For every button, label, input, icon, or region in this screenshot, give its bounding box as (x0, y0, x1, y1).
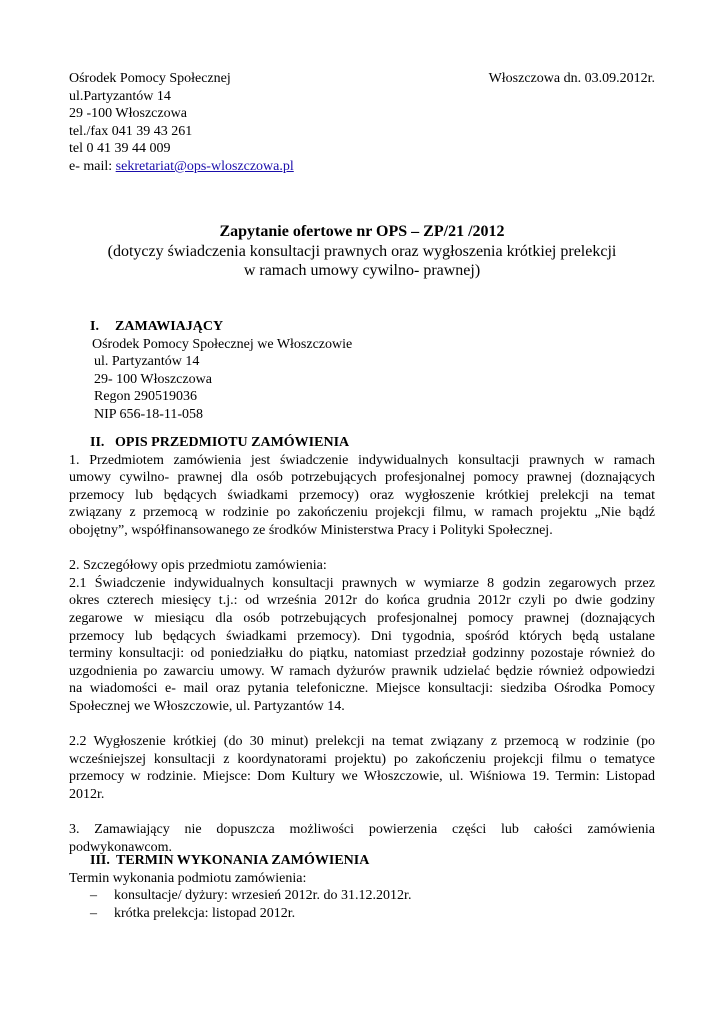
ordering-party-street: ul. Partyzantów 14 (94, 354, 200, 370)
paragraph-line: Społecznej we Włoszczowie, ul. Partyzantów 14. (69, 698, 345, 714)
list-item (69, 905, 655, 923)
org-telfax: tel./fax 041 39 43 261 (69, 123, 193, 139)
paragraph-line: przemocy lub będących świadkami przemocy). Dni tygodnia, spośród których będą ustalane (69, 628, 655, 644)
paragraph-line: terminy konsultacji: od poniedziałku do piątku, natomiast przedział godzinny pozostaje również do (69, 646, 655, 662)
ordering-party-nip: NIP 656-18-11-058 (94, 406, 204, 422)
document-title (40, 222, 684, 281)
subject-paragraph-2-2 (69, 733, 655, 803)
paragraph-line: przemocy lub będących świadkami przemocy) oraz wygłoszenie krótkiej prelekcji na temat (69, 487, 655, 503)
paragraph-line: 2.2 Wygłoszenie krótkiej (do 30 minut) prelekcji na temat związany z przemocą w rodzinie (po (69, 734, 655, 750)
ordering-party-name: Ośrodek Pomocy Społecznej we Włoszczowie (92, 336, 353, 352)
title-main: Zapytanie ofertowe nr OPS – ZP/21 /2012 (219, 223, 505, 240)
email-link[interactable]: sekretariat@ops-wloszczowa.pl (115, 158, 294, 174)
paragraph-line: związany z przemocą w rodzinie po zakończeniu projekcji filmu, w ramach projektu „Nie bądź (69, 505, 655, 521)
section-2-heading (69, 434, 655, 452)
letterhead (69, 70, 655, 176)
paragraph-line: wcześniejszej konsultacji z koordynatorami projektu) po zakończeniu projekcji filmu o tematyce (69, 751, 655, 767)
ordering-party-regon: Regon 290519036 (94, 389, 198, 405)
title-sub-1: (dotyczy świadczenia konsultacji prawnych oraz wygłoszenia krótkiej prelekcji (107, 242, 617, 260)
title-sub-2: w ramach umowy cywilno- prawnej) (243, 262, 481, 279)
paragraph-line: 2012r. (69, 786, 105, 802)
paragraph-line: podwykonawcom. (69, 839, 173, 855)
section-2-numeral: II. (90, 435, 105, 450)
section-1-title: ZAMAWIAJĄCY (115, 319, 224, 334)
subject-paragraph-2 (69, 557, 655, 715)
org-name: Ośrodek Pomocy Społecznej (69, 71, 231, 86)
deadline-consultations: konsultacje/ dyżury: wrzesień 2012r. do 31.12.2012r. (114, 888, 412, 904)
ordering-party-details (69, 336, 655, 424)
bullet-dash-icon: – (90, 905, 97, 921)
paragraph-line: uzgodnienia po zawarciu umowy. W ramach dyżurów prawnik udzielać będzie również odpowiedzi (69, 663, 655, 679)
section-subject (69, 434, 655, 856)
subject-paragraph-1 (69, 452, 655, 540)
paragraph-line: przemocy w rodzinie. Miejsce: Dom Kultury we Włoszczowie, ul. Wiśniowa 19. Termin: Listopad (69, 769, 655, 785)
bullet-dash-icon: – (90, 888, 97, 904)
org-email-line (69, 158, 655, 176)
paragraph-line: na wiadomości e- mail oraz pytania telefoniczne. Miejsce konsultacji: siedziba Ośrodka Pomocy (69, 681, 655, 697)
deadline-lecture: krótka prelekcja: listopad 2012r. (114, 905, 296, 921)
org-street: ul.Partyzantów 14 (69, 88, 171, 104)
document-date: Włoszczowa dn. 03.09.2012r. (488, 71, 655, 86)
ordering-party-city: 29- 100 Włoszczowa (94, 371, 212, 387)
section-1-heading (69, 318, 655, 336)
paragraph-line: umowy cywilno- prawnej dla osób potrzebujących profesjonalnej pomocy prawnej (doznających (69, 470, 655, 486)
section-3-title: TERMIN WYKONANIA ZAMÓWIENIA (116, 853, 370, 868)
paragraph-line: zegarowe w miesiącu dla osób potrzebujących profesjonalnej pomocy prawnej (doznających (69, 610, 655, 626)
section-2-title: OPIS PRZEDMIOTU ZAMÓWIENIA (115, 435, 350, 450)
org-tel: tel 0 41 39 44 009 (69, 141, 171, 157)
section-ordering-party (69, 318, 655, 424)
org-city: 29 -100 Włoszczowa (69, 106, 187, 122)
paragraph-2-intro: 2. Szczegółowy opis przedmiotu zamówienia: (69, 558, 327, 574)
email-label: e- mail: (69, 158, 116, 174)
subject-paragraph-3 (69, 821, 655, 856)
deadline-intro: Termin wykonania podmiotu zamówienia: (69, 870, 307, 886)
list-item (69, 887, 655, 905)
section-3-heading (69, 852, 655, 870)
section-1-numeral: I. (90, 319, 99, 334)
section-deadline (69, 852, 655, 922)
paragraph-line: obojętny”, współfinansowanego ze środków Ministerstwa Pracy i Polityki Społecznej. (69, 522, 553, 538)
paragraph-line: okres czterech miesięcy t.j.: od września 2012r do końca grudnia 2012r czyli po dwie godziny (69, 593, 655, 609)
paragraph-line: 3. Zamawiający nie dopuszcza możliwości powierzenia części lub całości zamówienia (69, 822, 655, 838)
paragraph-line: 2.1 Świadczenie indywidualnych konsultacji prawnych w wymiarze 8 godzin zegarowych przez (69, 575, 655, 591)
paragraph-line: 1. Przedmiotem zamówienia jest świadczenie indywidualnych konsultacji prawnych w ramach (69, 452, 655, 468)
section-3-numeral: III. (90, 853, 110, 868)
